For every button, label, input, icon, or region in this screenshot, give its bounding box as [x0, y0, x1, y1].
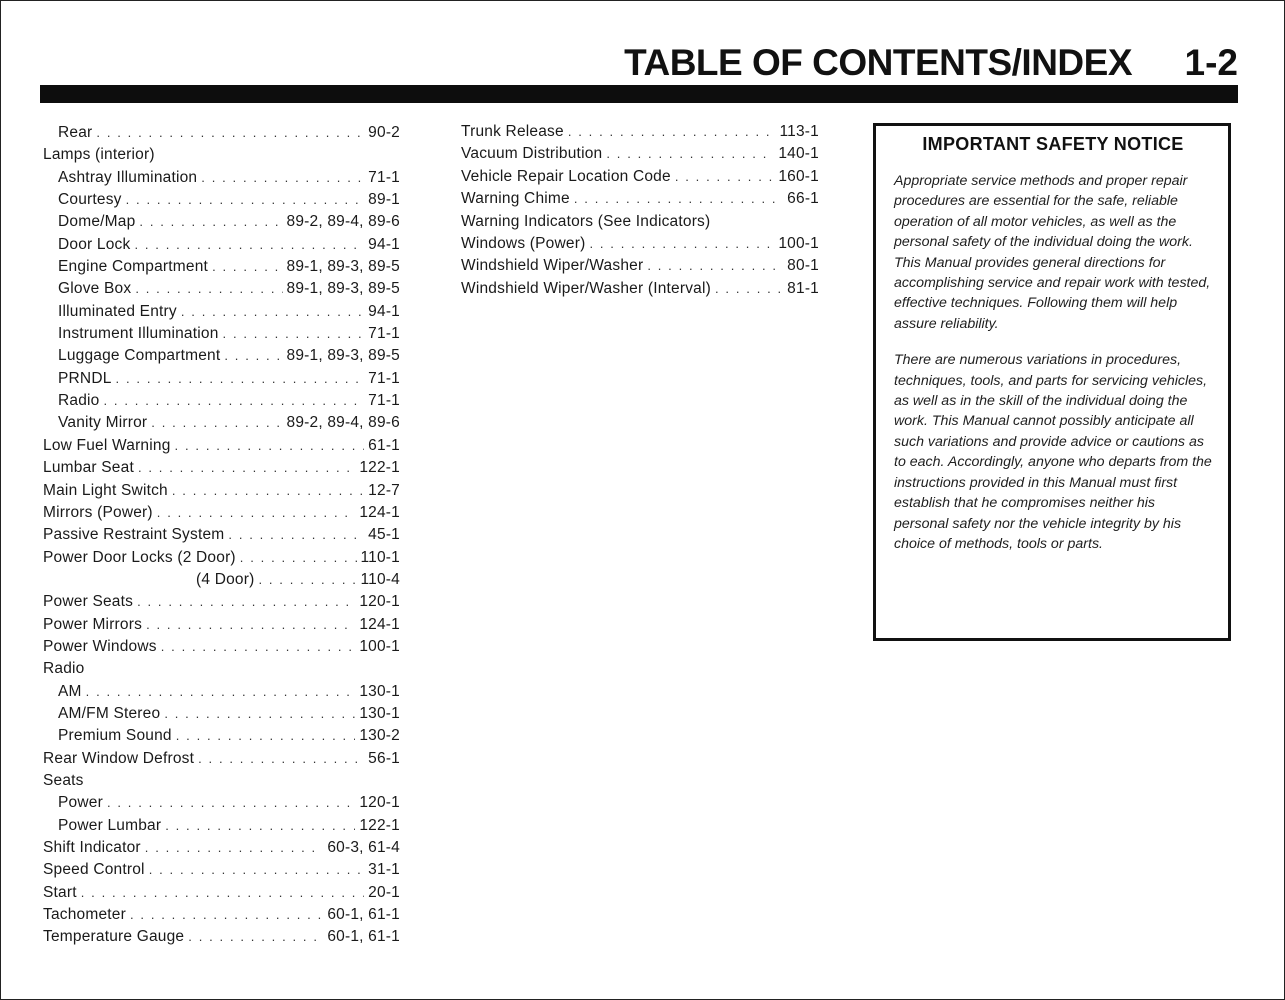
index-entry-label: Ashtray Illumination — [58, 168, 198, 186]
index-entry-label: Radio — [43, 660, 85, 678]
index-entry-label: Rear Window Defrost — [43, 749, 195, 767]
index-entry — [38, 435, 400, 457]
index-entry-page: 89-1, 89-3, 89-5 — [286, 258, 400, 276]
header-rule — [40, 85, 1238, 103]
index-entry — [38, 189, 400, 211]
index-entry-label: Door Lock — [58, 235, 131, 253]
index-entry-label: AM — [58, 682, 82, 700]
index-entry — [38, 301, 400, 323]
index-entry-page: 71-1 — [368, 325, 400, 343]
index-entry — [38, 792, 400, 814]
index-entry-label: Passive Restraint System — [43, 526, 225, 544]
dot-leader — [107, 792, 355, 814]
index-entry — [38, 211, 400, 233]
index-entry-label: Mirrors (Power) — [43, 503, 153, 521]
dot-leader — [139, 211, 282, 233]
index-entry — [38, 412, 400, 434]
index-entry-page: 94-1 — [368, 235, 400, 253]
index-entry-label: Power Door Locks (2 Door) — [43, 548, 236, 566]
dot-leader — [606, 143, 774, 165]
index-entry-page: 120-1 — [359, 593, 400, 611]
index-entry — [38, 502, 400, 524]
dot-leader — [151, 412, 282, 434]
dot-leader — [165, 815, 355, 837]
index-entry-label: Trunk Release — [461, 123, 564, 140]
index-entry-label: Shift Indicator — [43, 839, 141, 856]
index-entry — [38, 837, 400, 859]
index-entry-page: 60-1, 61-1 — [327, 906, 400, 924]
index-entry — [461, 188, 819, 210]
index-entry-page: 110-1 — [360, 548, 400, 566]
index-entry — [461, 143, 819, 165]
index-entry — [38, 748, 400, 770]
safety-notice-box — [873, 123, 1231, 641]
index-entry-label: Illuminated Entry — [58, 302, 177, 320]
index-entry-page: 140-1 — [778, 145, 819, 163]
dot-leader — [223, 323, 365, 345]
dot-leader — [116, 368, 365, 390]
index-entry-label: Start — [43, 883, 77, 901]
index-entry — [38, 144, 400, 166]
page-header — [40, 38, 1240, 88]
index-entry-page: 71-1 — [368, 369, 400, 387]
safety-notice-title: IMPORTANT SAFETY NOTICE — [922, 134, 1184, 154]
index-entry-page: 160-1 — [778, 167, 819, 185]
index-entry-label: Speed Control — [43, 861, 145, 879]
index-entry — [38, 345, 400, 367]
dot-leader — [715, 278, 783, 300]
index-entry-label: Radio — [58, 392, 100, 410]
index-entry-label: Vanity Mirror — [58, 414, 148, 432]
index-entry-page: 20-1 — [368, 883, 400, 901]
dot-leader — [212, 256, 282, 278]
index-entry-page: 130-1 — [359, 682, 400, 700]
safety-notice-paragraph-1: Appropriate service methods and proper repair procedures are essential for the safe, reliable operation of all motor vehicles, as well as the personal safety of the individual doing the work. This Manual provides general directions for accomplishing service and repair work with tested, effective techniques. Following them will help assure reliability. — [894, 173, 1211, 332]
dot-leader — [188, 926, 323, 948]
index-entry — [38, 457, 400, 479]
index-entry — [38, 815, 400, 837]
dot-leader — [568, 121, 776, 143]
index-entry-label: Rear — [58, 124, 93, 141]
dot-leader — [138, 457, 355, 479]
index-entry — [38, 524, 400, 546]
index-entry — [461, 211, 819, 233]
index-entry-page: 81-1 — [787, 279, 819, 297]
dot-leader — [146, 614, 355, 636]
index-entry — [38, 390, 400, 412]
index-entry-page: 60-3, 61-4 — [327, 839, 400, 856]
index-entry-page: 60-1, 61-1 — [327, 928, 400, 946]
index-entry-label: Luggage Compartment — [58, 347, 221, 365]
index-entry — [38, 636, 400, 658]
index-entry-page: 31-1 — [368, 861, 400, 879]
index-entry-page: 89-2, 89-4, 89-6 — [286, 414, 400, 432]
index-entry-label: Glove Box — [58, 280, 132, 298]
dot-leader — [228, 524, 364, 546]
index-entry — [38, 658, 400, 680]
index-entry-page: 130-1 — [359, 704, 400, 722]
index-entry — [461, 255, 819, 277]
index-entry — [38, 614, 400, 636]
index-entry — [38, 547, 400, 569]
index-entry-page: 94-1 — [368, 302, 400, 320]
index-entry — [38, 859, 400, 881]
index-entry-label: Power Mirrors — [43, 615, 143, 633]
dot-leader — [134, 234, 364, 256]
index-entry — [38, 882, 400, 904]
index-entry — [38, 725, 400, 747]
dot-leader — [201, 167, 364, 189]
index-entry — [38, 703, 400, 725]
safety-notice-paragraph-2: There are numerous variations in procedures, techniques, tools, and parts for servicing vehicles, as well as in the skill of the individual doing the work. This Manual cannot possibly anticipate all such variations and provide advice or cautions as to each. Accordingly, anyone who departs from the instructions provided in this Manual must first establish that he compromises neither his personal safety nor the vehicle integrity by his choice of methods, tools or parts. — [894, 352, 1212, 552]
index-entry — [461, 166, 819, 188]
dot-leader — [149, 859, 364, 881]
dot-leader — [104, 390, 365, 412]
dot-leader — [240, 547, 357, 569]
dot-leader — [589, 233, 774, 255]
index-entry-page: 124-1 — [359, 503, 400, 521]
index-entry — [38, 368, 400, 390]
dot-leader — [81, 882, 364, 904]
index-entry — [38, 926, 400, 948]
index-entry-label: Power Seats — [43, 593, 134, 611]
index-entry-label: AM/FM Stereo — [58, 704, 161, 722]
dot-leader — [164, 703, 355, 725]
index-entry — [38, 167, 400, 189]
index-entry — [461, 278, 819, 300]
index-entry-label: Lumbar Seat — [43, 459, 134, 477]
index-entry-page: 130-2 — [359, 727, 400, 745]
index-entry-label: Main Light Switch — [43, 481, 168, 499]
page-title: TABLE OF CONTENTS/INDEX — [624, 42, 1132, 83]
index-entry-page: 124-1 — [359, 615, 400, 633]
index-entry-label: Power Windows — [43, 637, 157, 655]
index-entry — [38, 122, 400, 144]
index-entry-label: (4 Door) — [196, 570, 255, 588]
dot-leader — [145, 837, 324, 859]
index-entry-page: 122-1 — [359, 816, 400, 834]
dot-leader — [574, 188, 783, 210]
index-entry-page: 89-1, 89-3, 89-5 — [286, 280, 400, 298]
index-entry — [461, 233, 819, 255]
dot-leader — [157, 502, 356, 524]
dot-leader — [647, 255, 783, 277]
dot-leader — [175, 435, 365, 457]
index-entry-label: Power — [58, 794, 103, 812]
index-entry-label: Warning Chime — [461, 190, 570, 208]
dot-leader — [172, 480, 364, 502]
index-entry-label: Windows (Power) — [461, 234, 586, 252]
index-entry-label: Warning Indicators (See Indicators) — [461, 212, 711, 230]
index-entry — [461, 121, 819, 143]
index-entry-page: 89-1 — [368, 191, 400, 209]
dot-leader — [130, 904, 323, 926]
index-entry — [38, 234, 400, 256]
index-entry-label: Vehicle Repair Location Code — [461, 167, 671, 185]
index-entry-page: 66-1 — [787, 190, 819, 208]
index-column-left — [38, 122, 400, 949]
index-entry-page: 89-2, 89-4, 89-6 — [286, 213, 400, 231]
index-entry-page: 122-1 — [359, 459, 400, 477]
index-entry-label: Temperature Gauge — [43, 928, 185, 946]
dot-leader — [126, 189, 365, 211]
index-entry-label: Vacuum Distribution — [461, 145, 603, 163]
index-entry-page: 45-1 — [368, 526, 400, 544]
index-entry-label: Premium Sound — [58, 727, 172, 745]
index-entry-label: Low Fuel Warning — [43, 436, 171, 454]
index-entry — [38, 278, 400, 300]
index-entry-label: Lamps (interior) — [43, 146, 155, 164]
index-entry-label: Power Lumbar — [58, 816, 162, 834]
index-entry — [38, 770, 400, 792]
index-entry-page: 89-1, 89-3, 89-5 — [286, 347, 400, 365]
dot-leader — [135, 278, 282, 300]
index-entry-page: 110-4 — [360, 570, 400, 588]
index-entry-page: 61-1 — [368, 436, 400, 454]
dot-leader — [96, 122, 364, 144]
index-entry-page: 90-2 — [368, 124, 400, 141]
dot-leader — [161, 636, 356, 658]
index-entry-label: Instrument Illumination — [58, 325, 219, 343]
index-entry-label: Windshield Wiper/Washer — [461, 257, 644, 275]
dot-leader — [224, 345, 282, 367]
index-entry-label: Windshield Wiper/Washer (Interval) — [461, 279, 711, 297]
page-number: 1-2 — [1184, 42, 1238, 83]
index-entry-label: Engine Compartment — [58, 258, 209, 276]
index-entry-page: 56-1 — [368, 749, 400, 767]
index-entry — [38, 480, 400, 502]
dot-leader — [675, 166, 775, 188]
index-entry-page: 120-1 — [359, 794, 400, 812]
dot-leader — [176, 725, 356, 747]
dot-leader — [258, 569, 356, 591]
index-entry-page: 113-1 — [779, 123, 819, 140]
index-entry-page: 80-1 — [787, 257, 819, 275]
dot-leader — [137, 591, 355, 613]
dot-leader — [86, 681, 356, 703]
index-entry-label: Dome/Map — [58, 213, 136, 231]
dot-leader — [198, 748, 364, 770]
index-column-middle — [461, 121, 819, 300]
index-entry-page: 100-1 — [359, 637, 400, 655]
index-entry-label: PRNDL — [58, 369, 112, 387]
index-entry-page: 71-1 — [368, 392, 400, 410]
index-entry-label: Tachometer — [43, 906, 126, 924]
index-entry — [38, 323, 400, 345]
index-entry — [38, 569, 400, 591]
index-entry-page: 71-1 — [368, 168, 400, 186]
index-entry — [38, 681, 400, 703]
index-entry-page: 100-1 — [778, 234, 819, 252]
index-entry-label: Seats — [43, 771, 84, 789]
index-entry — [38, 904, 400, 926]
index-entry — [38, 256, 400, 278]
dot-leader — [181, 301, 364, 323]
index-entry-page: 12-7 — [368, 481, 400, 499]
index-entry-label: Courtesy — [58, 191, 122, 209]
index-entry — [38, 591, 400, 613]
